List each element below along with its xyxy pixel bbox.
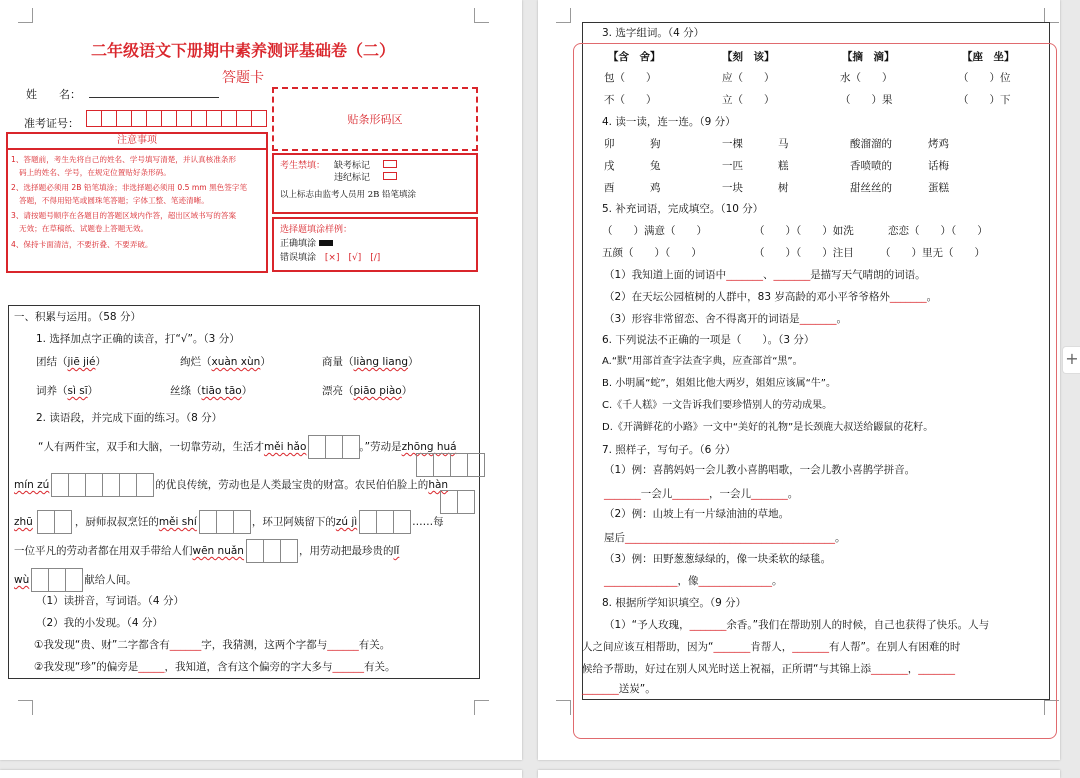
- q3-blank[interactable]: 不（ ）: [604, 94, 657, 106]
- crop-mark: [18, 8, 33, 23]
- q3-group: 【含 舍】: [608, 51, 661, 63]
- id-label: 准考证号：: [24, 117, 79, 130]
- q5-blank[interactable]: （ ）满意（ ）: [602, 225, 707, 237]
- page-title: 二年级语文下册期中素养测评基础卷（二）: [90, 41, 395, 60]
- q6-option[interactable]: C.《千人糕》一文告诉我们要珍惜别人的劳动成果。: [602, 400, 833, 411]
- passage-line-5: wù 献给人间。: [14, 568, 137, 592]
- q6-title: 6. 下列说法不正确的一项是（ ）。（3 分）: [602, 334, 815, 346]
- passage-line-2: mín zú 的优良传统，劳动也是人类最宝贵的财富。农民伯伯脸上的hàn: [14, 473, 448, 497]
- crop-mark: [474, 8, 489, 23]
- violation-mark-box[interactable]: [383, 172, 397, 180]
- q1-item[interactable]: 绚烂（xuàn xùn）: [180, 356, 271, 368]
- q7-example-2: （2）例：山坡上有一片绿油油的草地。: [604, 508, 790, 520]
- name-field[interactable]: [26, 86, 219, 102]
- add-page-button[interactable]: [1062, 346, 1080, 374]
- q1-item[interactable]: 丝绦（tiāo tāo）: [170, 385, 253, 397]
- q3-blank[interactable]: 立（ ）: [722, 94, 775, 106]
- q5-sub3[interactable]: （3）形容非常留恋、舍不得离开的词语是_______。: [604, 313, 847, 325]
- sub-question-1: （1）读拼音，写词语。（4 分）: [36, 595, 184, 607]
- q7-example-3: （3）例：田野葱葱绿绿的，像一块柔软的绿毯。: [604, 553, 832, 565]
- q5-title: 5. 补充词语，完成填空。（10 分）: [602, 203, 764, 215]
- crop-mark: [556, 700, 571, 715]
- q6-option[interactable]: D.《开满鲜花的小路》一文中“美好的礼物”是长颈鹿大叔送给鼹鼠的花籽。: [602, 422, 934, 433]
- id-field[interactable]: [24, 110, 266, 131]
- q3-blank[interactable]: （ ）下: [958, 94, 1011, 106]
- plus-icon: +: [1065, 349, 1079, 368]
- answer-sheet-label: 答题卡: [222, 70, 264, 86]
- q2-title: 2. 读语段，并完成下面的练习。（8 分）: [36, 412, 223, 424]
- wrong-fill-label: 错误填涂: [280, 253, 317, 263]
- violation-mark-label: 违纪标记: [334, 173, 371, 183]
- q3-title: 3. 选字组词。（4 分）: [602, 27, 705, 39]
- candidate-box: [272, 153, 478, 214]
- q5-blank[interactable]: 恋恋（ ）（ ）: [888, 225, 988, 237]
- q3-blank[interactable]: 水（ ）: [840, 72, 893, 84]
- wrong-fill-marks: [×] [√] [/]: [324, 253, 381, 263]
- q3-group: 【座 坐】: [962, 51, 1015, 63]
- sample-title: 选择题填涂样例：: [280, 225, 353, 235]
- passage-line-1: “人有两件宝，双手和大脑，一切靠劳动，生活才měi hǎo 。”劳动是zhōng huá: [38, 435, 457, 459]
- sub-question-2: （2）我的小发现。（4 分）: [36, 617, 163, 629]
- notice-line: 无效；在草稿纸、试题卷上答题无效。: [19, 223, 149, 233]
- notice-line: 4、保持卡面清洁，不要折叠、不要弄破。: [11, 239, 153, 249]
- name-label: 姓 名：: [26, 88, 81, 101]
- q8-line-1[interactable]: （1）“予人玫瑰，_______余香。”我们在帮助别人的时候，自己也获得了快乐。人与: [604, 619, 990, 631]
- q5-blank[interactable]: （ ）（ ）如洗: [754, 225, 854, 237]
- q3-group: 【刻 该】: [722, 51, 775, 63]
- barcode-area: [272, 87, 478, 151]
- left-page: [0, 0, 522, 760]
- q4-title: 4. 读一读，连一连。（9 分）: [602, 116, 736, 128]
- q3-blank[interactable]: （ ）果: [840, 94, 893, 106]
- absent-mark-box[interactable]: [383, 160, 397, 168]
- q3-blank[interactable]: 包（ ）: [604, 72, 657, 84]
- crop-mark: [18, 700, 33, 715]
- q5-sub1[interactable]: （1）我知道上面的词语中_______、_______是描写天气晴朗的词语。: [604, 269, 926, 281]
- crop-mark: [556, 8, 571, 23]
- q8-title: 8. 根据所学知识填空。（9 分）: [602, 597, 747, 609]
- q3-blank[interactable]: 应（ ）: [722, 72, 775, 84]
- q1-item[interactable]: 商量（liàng liang）: [322, 356, 419, 368]
- notice-title: 注意事项: [8, 134, 266, 150]
- q1-item[interactable]: 漂亮（piāo piào）: [322, 385, 413, 397]
- section1-heading: 一、积累与运用。（58 分）: [14, 311, 141, 323]
- notice-line: 1、答题前，考生先将自己的姓名、学号填写清楚，并认真核准条形: [11, 155, 237, 164]
- finding-1[interactable]: ①我发现“贵、财”二字都含有______字，我猜测，这两个字都与______有关。: [34, 639, 391, 651]
- next-page-right: [538, 770, 1060, 778]
- selection-highlight: [573, 43, 1057, 739]
- q8-line-3[interactable]: 候给予帮助，好过在别人风光时送上祝福，正所谓“与其锦上添_______，_______: [582, 663, 955, 675]
- passage-line-4: 一位平凡的劳动者都在用双手带给人们wēn nuǎn ，用劳动把最珍贵的lǐ: [14, 539, 399, 563]
- candidate-label: 考生禁填：: [280, 161, 326, 171]
- q1-title: 1. 选择加点字正确的读音，打“√”。（3 分）: [36, 333, 240, 345]
- q7-title: 7. 照样子，写句子。（6 分）: [602, 444, 736, 456]
- crop-mark: [1044, 8, 1059, 23]
- notice-line: 答题，不得用铅笔或圆珠笔答题；字体工整、笔迹清晰。: [19, 195, 209, 205]
- q8-line-2[interactable]: 人之间应该互相帮助，因为“_______肯帮人，_______有人帮”。在别人有困难的时: [582, 641, 961, 653]
- q6-option[interactable]: B. 小明属“蛇”，姐姐比他大两岁，姐姐应该属“牛”。: [602, 378, 836, 389]
- q8-line-4[interactable]: _______送炭”。: [582, 683, 656, 695]
- q3-blank[interactable]: （ ）位: [958, 72, 1011, 84]
- q7-answer-3[interactable]: ______________，像______________。: [604, 575, 783, 587]
- notice-line: 码上的姓名、学号，在规定位置贴好条形码。: [19, 167, 171, 177]
- q3-group: 【摘 滴】: [842, 51, 895, 63]
- q5-blank[interactable]: 五颜（ ）（ ）: [602, 247, 702, 259]
- notice-box: [6, 132, 268, 273]
- passage-line-3: zhū ，厨师叔叔烹饪的měi shí ，环卫阿姨留下的zú jì ……每: [14, 510, 444, 534]
- crop-mark: [474, 700, 489, 715]
- barcode-label: 贴条形码区: [347, 113, 403, 126]
- notice-line: 3、请按题号顺序在各题目的答题区域内作答，超出区域书写的答案: [11, 211, 237, 221]
- proctor-note: 以上标志由监考人员用 2B 铅笔填涂: [280, 190, 417, 200]
- q5-blank[interactable]: （ ）里无（ ）: [880, 247, 985, 259]
- notice-line: 2、选择题必须用 2B 铅笔填涂；非选择题必须用 0.5 mm 黑色签字笔: [11, 183, 248, 193]
- sample-box: [272, 217, 478, 272]
- q7-example-1: （1）例：喜鹊妈妈一会儿教小喜鹊唱歌，一会儿教小喜鹊学拼音。: [604, 464, 916, 476]
- q7-answer-2[interactable]: 屋后________________________________________。: [604, 532, 846, 544]
- right-page: 3. 选字组词。（4 分） 【含 舍】 【刻 该】 【摘 滴】 【座 坐】 包（ ） 应（ ） 水（ ） （ ）位 不（ ） 立（ ） （ ）果 （ ）下 4. 读一读，连一连。（9 分） 卯 狗 一棵 马 酸溜溜的 烤鸡 戌 兔 一匹 糕 香喷喷的 话梅 酉 鸡 一块 树 甜丝丝的 蛋糕 5. 补充词语，完成填空。（10 分） （ ）满意（ ） （ ）（ ）如洗 恋恋（ ）（ ） 五颜（ ）（ ） （ ）（ ）注目 （ ）里无（ ） （1）我知道上面的词语中_______、_______是描写天气晴朗的词语。 （2）在天坛公园植树的人群中，83 岁高龄的邓小平爷爷格外_______。 （3）形容非常留恋、舍不得离开的词语是_______。 6. 下列说法不正确的一项是（ ）。（3 分） A.“默”用部首查字法查字典，应查部首“黑”。 B. 小明属“蛇”，姐姐比他大两岁，姐姐应该属“牛”。 C.《千人糕》一文告诉我们要珍惜别人的劳动成果。 D.《开满鲜花的小路》一文中“美好的礼物”是长颈鹿大叔送给鼹鼠的花籽。 7. 照样子，写句子。（6 分） （1）例：喜鹊妈妈一会儿教小喜鹊唱歌，一会儿教小喜鹊学拼音。 _______一会儿_______，一会儿_______。 （2）例：山坡上有一片绿油油的草地。 屋后________________________________________。 （3）例：田野葱葱绿绿的，像一块柔软的绿毯。 ______________，像______________。 8. 根据所学知识填空。（9 分） （1）“予人玫瑰，_______余香。”我们在帮助别人的时候，自己也获得了快乐。人与 人之间应该互相帮助，因为“_______肯帮人，_______有人帮”。在别人有困难的时 候给予帮助，好过在别人风光时送上祝福，正所谓“与其锦上添_______，_______ _______送炭”。: [538, 0, 1060, 760]
- absent-mark-label: 缺考标记: [334, 161, 371, 171]
- correct-fill-label: 正确填涂: [280, 239, 317, 249]
- finding-2[interactable]: ②我发现“珍”的偏旁是_____，我知道，含有这个偏旁的字大多与______有关。: [34, 661, 396, 673]
- answer-boxes-han[interactable]: [440, 490, 474, 514]
- q6-option[interactable]: A.“默”用部首查字法查字典，应查部首“黑”。: [602, 356, 803, 367]
- filled-mark-icon: [319, 240, 333, 246]
- q5-sub2[interactable]: （2）在天坛公园植树的人群中，83 岁高龄的邓小平爷爷格外_______。: [604, 291, 938, 303]
- next-page-left: [0, 770, 522, 778]
- q1-item[interactable]: 团结（jiē jié）: [36, 356, 106, 368]
- q5-blank[interactable]: （ ）（ ）注目: [754, 247, 854, 259]
- q7-answer-1[interactable]: _______一会儿_______，一会儿_______。: [604, 488, 799, 500]
- q1-item[interactable]: 词养（sì sī）: [36, 385, 99, 397]
